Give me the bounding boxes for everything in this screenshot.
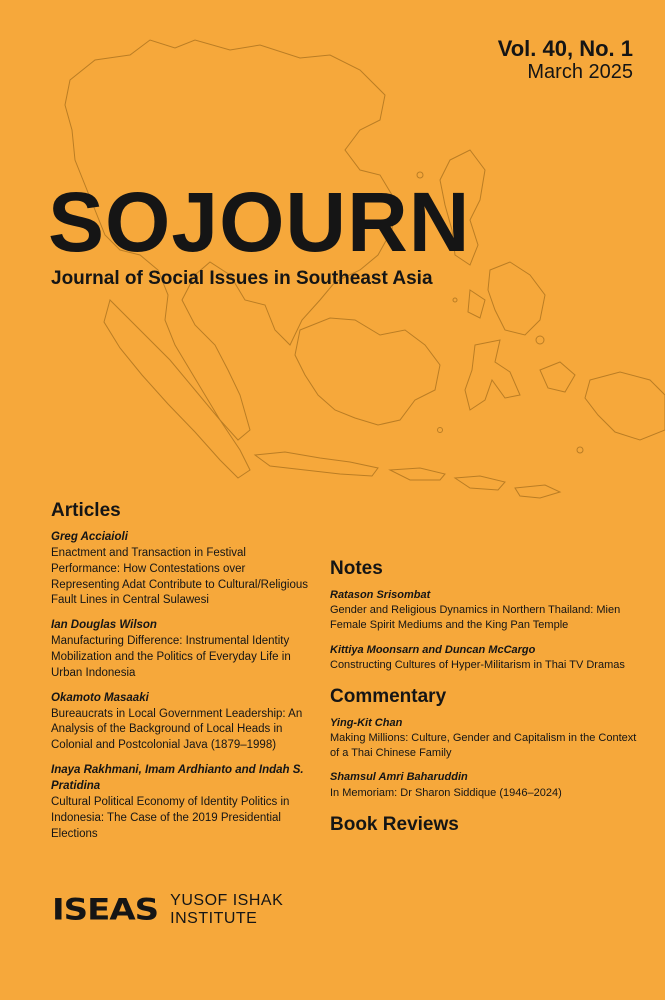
- iseas-logo-mark: ISEAS: [52, 892, 159, 927]
- note-entry: [330, 588, 640, 634]
- article-title: Enactment and Transaction in Festival Performance: How Contestations over Representing Adat Contribute to Cultural/Religious Fault Lines in Central Sulawesi: [51, 546, 308, 607]
- article-entry: [51, 763, 316, 842]
- commentary-title: Making Millions: Culture, Gender and Capitalism in the Context of a Thai Chinese Family: [330, 732, 637, 760]
- note-entry: [330, 643, 640, 673]
- publisher-name-line2: INSTITUTE: [170, 909, 258, 927]
- article-title: Manufacturing Difference: Instrumental Identity Mobilization and the Politics of Everyday Life in Urban Indonesia: [51, 635, 291, 679]
- article-entry: [51, 530, 316, 609]
- commentary-author: Ying-Kit Chan: [330, 716, 403, 729]
- articles-heading: Articles: [51, 500, 121, 521]
- commentary-entry: [330, 716, 640, 762]
- article-entry: [51, 618, 316, 681]
- note-title: Constructing Cultures of Hyper-Militarism in Thai TV Dramas: [330, 658, 625, 671]
- issue-date: March 2025: [527, 61, 633, 84]
- note-author: Ratason Srisombat: [330, 589, 431, 601]
- article-author: Okamoto Masaaki: [51, 691, 149, 704]
- issue-volume: Vol. 40, No. 1: [497, 36, 633, 61]
- commentary-entry: [330, 770, 640, 800]
- commentary-title: In Memoriam: Dr Sharon Siddique (1946–2024): [330, 786, 562, 799]
- commentary-heading: Commentary: [330, 685, 447, 707]
- articles-section: [51, 500, 316, 851]
- notes-heading: Notes: [330, 558, 383, 579]
- issue-info: [498, 36, 633, 84]
- journal-title: SOJOURN: [48, 175, 471, 269]
- journal-subtitle: Journal of Social Issues in Southeast Asia: [51, 268, 433, 289]
- note-title: Gender and Religious Dynamics in Northern Thailand: Mien Female Spirit Mediums and the King Pan Temple: [330, 604, 621, 632]
- article-author: Ian Douglas Wilson: [51, 619, 157, 632]
- publisher-logo: [52, 892, 283, 927]
- article-title: Bureaucrats in Local Government Leadership: An Analysis of the Background of Local Heads in Colonial and Postcolonial Java (1879–1998): [51, 707, 303, 752]
- article-title: Cultural Political Economy of Identity Politics in Indonesia: The Case of the 2019 Presidential Elections: [51, 795, 290, 840]
- note-author: Kittiya Moonsarn and Duncan McCargo: [330, 643, 536, 656]
- article-author: Greg Acciaioli: [51, 531, 128, 543]
- article-author: Inaya Rakhmani, Imam Ardhianto and Indah S. Pratidina: [51, 764, 304, 793]
- article-entry: [51, 691, 316, 754]
- publisher-name-line1: YUSOF ISHAK: [170, 892, 284, 909]
- publisher-name: [170, 892, 283, 927]
- book-reviews-heading: Book Reviews: [330, 813, 459, 835]
- right-column: [330, 558, 640, 844]
- commentary-author: Shamsul Amri Baharuddin: [330, 771, 468, 784]
